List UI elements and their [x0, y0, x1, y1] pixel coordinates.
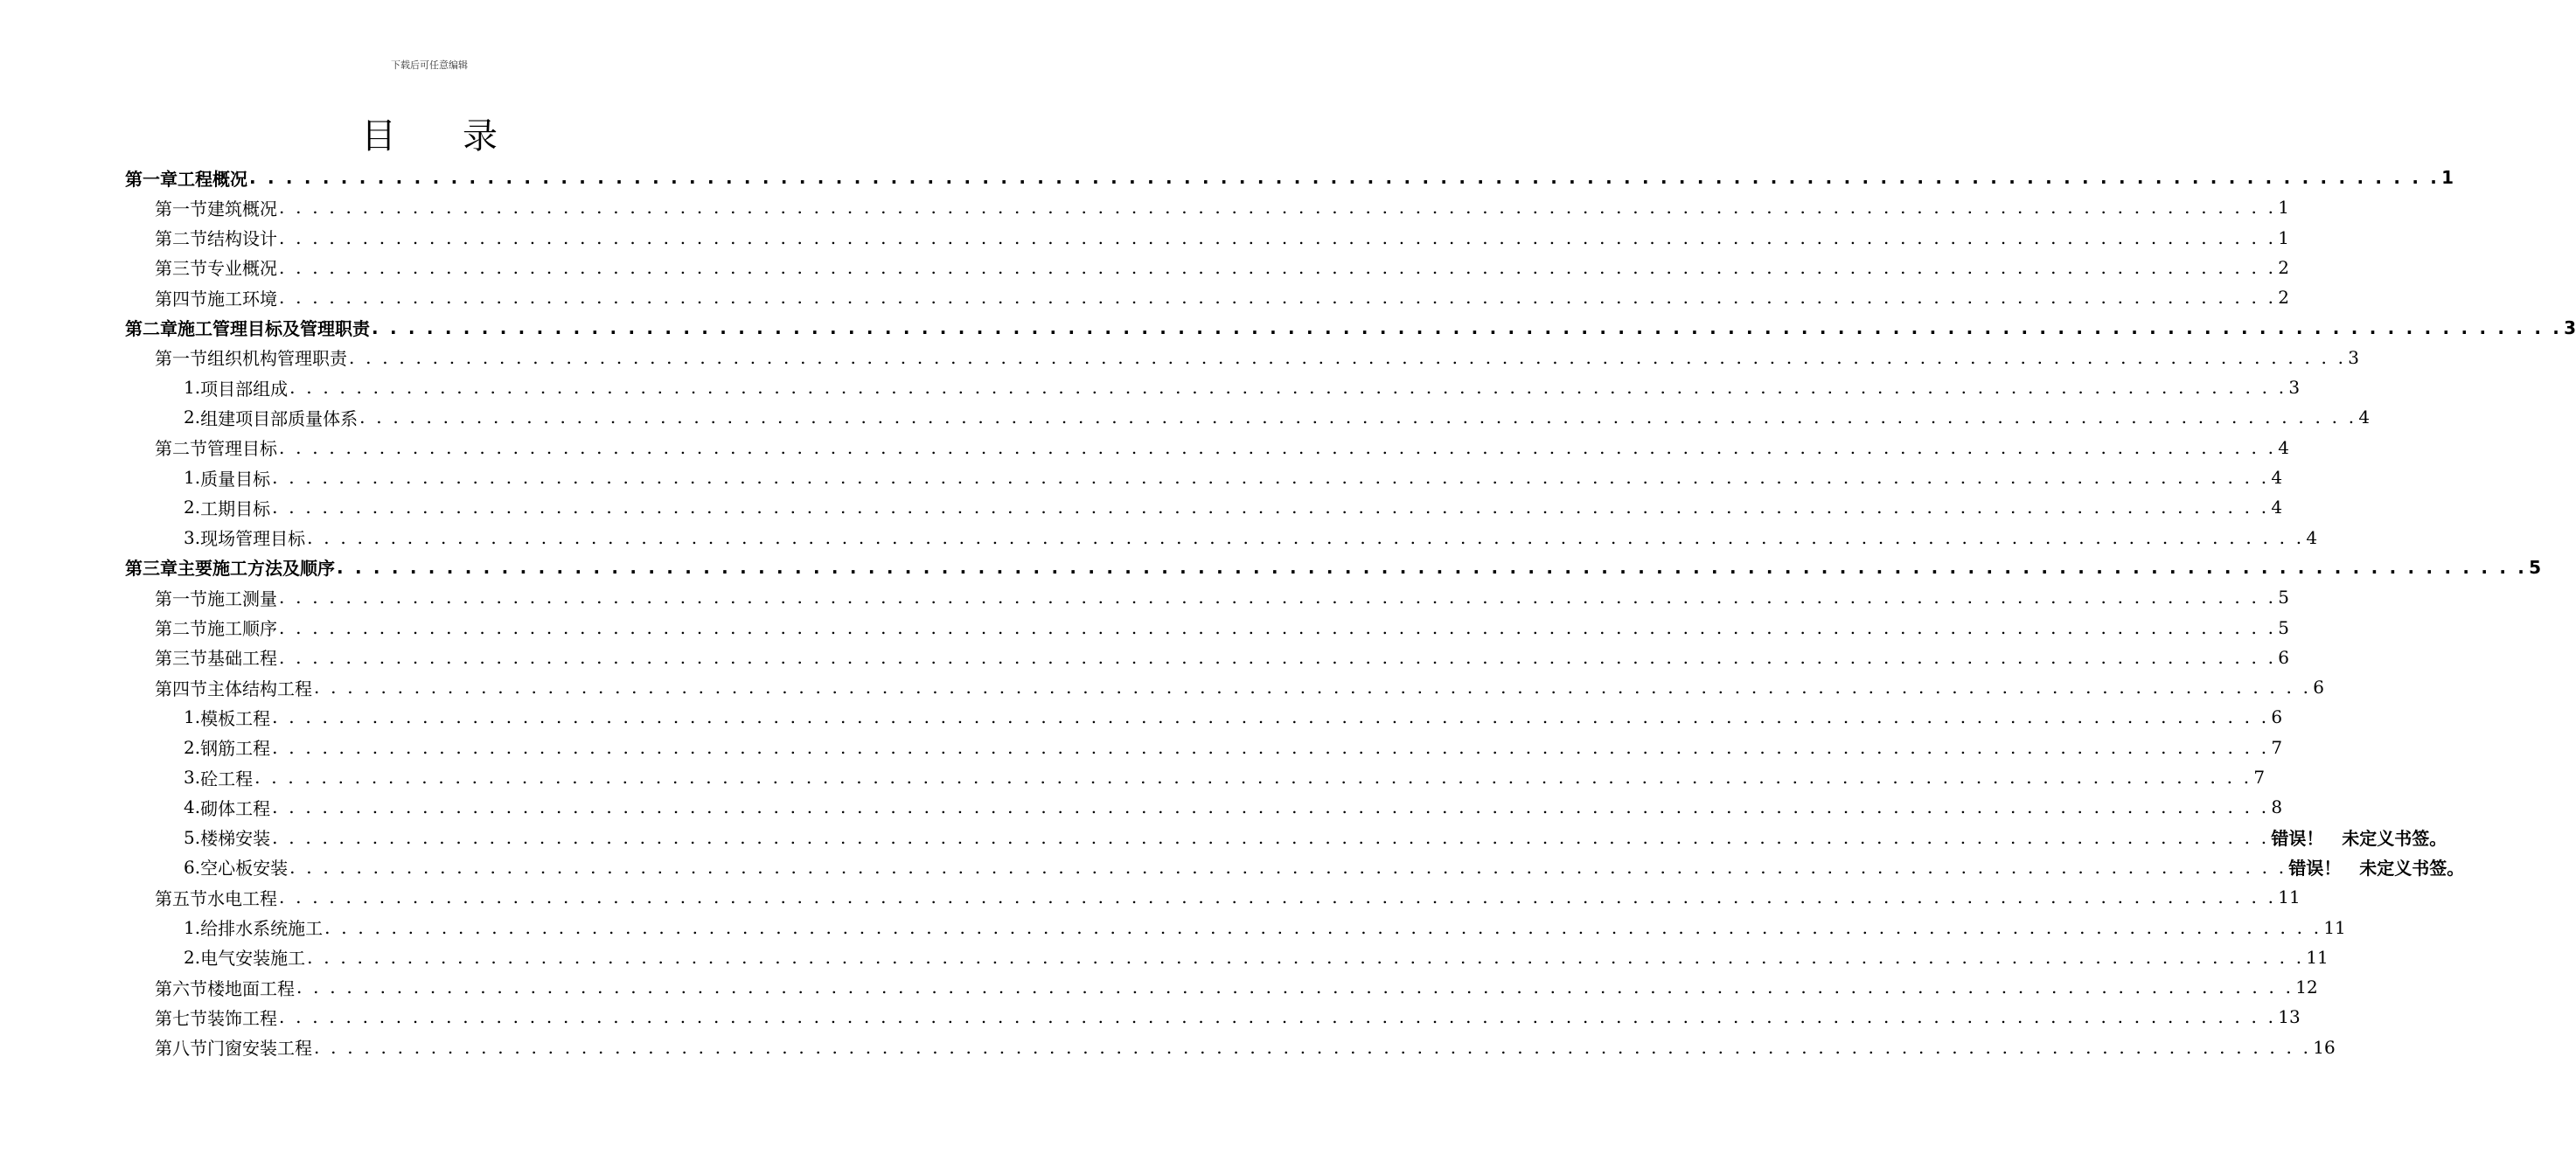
toc-item-entry[interactable] [184, 402, 2371, 432]
toc-dot-leader: . . . . . . . . . . . . . . . . . . . . . . . . . . . . . . . . . . . . . . . . . . . . . . . . . . . . . . . . . . . . . . . . . . . . . . . . . . . . . . . . . . . . . . . . . . . . . . . . . . . . . . . . . . . . . . . . . . . . . . . . [279, 1006, 2277, 1028]
toc-entry-number: 第五节 [155, 887, 207, 909]
toc-page-number: 8 [2271, 796, 2283, 818]
toc-page-number: 1 [2278, 197, 2289, 219]
toc-item-entry[interactable] [184, 733, 2283, 762]
toc-entry-number: 第一节 [155, 198, 207, 219]
toc-entry-number: 1. [184, 377, 201, 399]
toc-page-number: 7 [2271, 736, 2283, 758]
toc-dot-leader: . . . . . . . . . . . . . . . . . . . . . . . . . . . . . . . . . . . . . . . . . . . . . . . . . . . . . . . . . . . . . . . . . . . . . . . . . . . . . . . . . . . . . . . . . . . . . . . . . . . . . . . . . . . . . . . . . . . . . . . . [279, 436, 2277, 458]
toc-entry-title: 砌体工程 [200, 797, 271, 819]
toc-item-entry[interactable] [184, 372, 2301, 402]
toc-entry-number: 1. [184, 706, 201, 728]
toc-entry-title: 工程概况 [178, 168, 247, 190]
toc-entry-title: 组织机构管理职责 [207, 348, 347, 370]
toc-dot-leader: . . . . . . . . . . . . . . . . . . . . . . . . . . . . . . . . . . . . . . . . . . . . . . . . . . . . . . . . . . . . . . . . . . . . . . . . . . . . . . . . . . . . . . . . . . . . . . . . . . . . . . . . . . . . . . . . . . . . . . . . [279, 197, 2277, 219]
toc-entry-title: 基础工程 [207, 648, 277, 670]
toc-item-entry[interactable] [184, 462, 2283, 492]
toc-item-entry[interactable] [184, 942, 2329, 972]
toc-section-entry[interactable] [155, 582, 2289, 612]
toc-page-number: 3 [2564, 316, 2576, 338]
toc-entry-number: 第二节 [155, 618, 207, 639]
toc-entry-number: 3. [184, 526, 201, 548]
toc-entry-title: 钢筋工程 [200, 738, 271, 760]
toc-dot-leader: . . . . . . . . . . . . . . . . . . . . . . . . . . . . . . . . . . . . . . . . . . . . . . . . . . . . . . . . . . . . . . . . . . . . . . . . . . . . . . . . . . . . . . . . . . . . . . . . . . . . . . . . . . . . . . . . . . . . . . . . [296, 977, 2294, 998]
toc-page-number: 4 [2271, 467, 2283, 488]
toc-entry-number: 第三节 [155, 648, 207, 670]
toc-page-number: 4 [2358, 407, 2371, 428]
toc-entry-title: 施工环境 [207, 288, 277, 309]
toc-dot-leader: . . . . . . . . . . . . . . . . . . . . . . . . . . . . . . . . . . . . . . . . . . . . . . . . . . . . . . . . . . . . . . . . . . . . . . . . . . . . . . . . . . . . . . . . . . . . . . . . . . . . . . . . . . . . . . . . . . . . . . . . [272, 467, 2270, 488]
toc-entry-title: 楼地面工程 [207, 977, 295, 999]
toc-entry-number: 第三章 [125, 558, 178, 580]
toc-chapter-entry[interactable] [125, 313, 2576, 343]
toc-dot-leader: . . . . . . . . . . . . . . . . . . . . . . . . . . . . . . . . . . . . . . . . . . . . . . . . . . . . . . . . . . . . . . . . . . . . . . . . . . . . . . . . . . . . . . . . . . . . . . . . . . . . . . . . . . . . . . . . . . . . . . . . [289, 377, 2287, 399]
toc-entry-number: 第一章 [125, 168, 178, 190]
toc-section-entry[interactable] [155, 223, 2289, 253]
toc-entry-title: 楼梯安装 [200, 828, 271, 850]
toc-page-number: 6 [2271, 706, 2283, 728]
toc-dot-leader: . . . . . . . . . . . . . . . . . . . . . . . . . . . . . . . . . . . . . . . . . . . . . . . . . . . . . . . . . . . . . . . . . . . . . . . . . . . . . . . . . . . . . . . . . . . . . . . . . . . . . . . . . . . . . . . . . . . . . . . . [359, 407, 2357, 428]
toc-dot-leader: . . . . . . . . . . . . . . . . . . . . . . . . . . . . . . . . . . . . . . . . . . . . . . . . . . . . . . . . . . . . . . . . . . . . . . . . . . . . . . . . . . . . . . . . . . . . . . . . . . . . . . . . . . . . . . . . . . . . . . . . [254, 767, 2252, 788]
toc-page-number: 11 [2278, 886, 2301, 908]
toc-page-number: 3 [2348, 346, 2359, 368]
toc-page-number: 4 [2278, 436, 2289, 458]
toc-entry-title: 给排水系统施工 [200, 918, 324, 939]
toc-entry-title: 项目部组成 [200, 378, 289, 400]
toc-entry-title: 管理目标 [207, 438, 277, 460]
toc-entry-title: 水电工程 [207, 887, 277, 909]
toc-page-number: 7 [2253, 767, 2266, 788]
toc-dot-leader: . . . . . . . . . . . . . . . . . . . . . . . . . . . . . . . . . . . . . . . . . . . . . . . . . . . . . . . . . . . . . . . . . . . . . . . . . . . . . . . . . . . . . . . . . . . . . . . . . . . . . . . . . . . . . . . . . . . . . . . . [279, 587, 2277, 608]
toc-entry-title: 电气安装施工 [200, 948, 306, 970]
toc-page-number: 3 [2288, 377, 2301, 399]
toc-dot-leader: . . . . . . . . . . . . . . . . . . . . . . . . . . . . . . . . . . . . . . . . . . . . . . . . . . . . . . . . . . . . . . . . . . . . . . . . . . . . . . . . . . . . . . . . . . . . . . . . . . . . . . . . . . . . . . . . . . . . . . . . [272, 706, 2270, 728]
toc-section-entry[interactable] [155, 1002, 2301, 1032]
toc-entry-number: 4. [184, 796, 201, 818]
page-title [0, 108, 859, 158]
toc-entry-number: 2. [184, 946, 201, 968]
toc-entry-number: 第一节 [155, 588, 207, 609]
title-char-2: 录 [463, 116, 498, 156]
toc-section-entry[interactable] [155, 672, 2324, 702]
toc-entry-title: 质量目标 [200, 468, 271, 490]
toc-page-number: 5 [2529, 556, 2542, 578]
toc-dot-leader: . . . . . . . . . . . . . . . . . . . . . . . . . . . . . . . . . . . . . . . . . . . . . . . . . . . . . . . . . . . . . . . . . . . . . . . . . . . . . . . . . . . . . . . . . . . . . . . . . . . . . . . . . . . . . . . . . . . . . . . . [314, 677, 2312, 699]
toc-dot-leader: . . . . . . . . . . . . . . . . . . . . . . . . . . . . . . . . . . . . . . . . . . . . . . . . . . . . . . . . . . . . . . . . . . . . . . . . . . . . . . . . . . . . . . . . . . . . . . . . . . . . . . . . . . . . . . . . . . . . . . . . [307, 526, 2305, 548]
toc-page-number: 11 [2323, 916, 2346, 938]
toc-entry-number: 第二节 [155, 228, 207, 250]
toc-page-number: 16 [2313, 1036, 2336, 1058]
toc-dot-leader: . . . . . . . . . . . . . . . . . . . . . . . . . . . . . . . . . . . . . . . . . . . . . . . . . . . . . . . . . . . . . . . . . . . . . . . . . . . . . . . . . . . . . . . . . . . . . . . . . . . . . . . . . . . . . . . . . . . . . . . . [272, 826, 2270, 848]
toc-entry-number: 2. [184, 407, 201, 428]
toc-entry-title: 主体结构工程 [207, 678, 312, 699]
toc-entry-title: 模板工程 [200, 707, 271, 729]
toc-entry-number: 第六节 [155, 977, 207, 999]
toc-section-entry[interactable] [155, 613, 2289, 643]
toc-dot-leader: . . . . . . . . . . . . . . . . . . . . . . . . . . . . . . . . . . . . . . . . . . . . . . . . . . . . . . . . . . . . . . . . . . . . . . . . . . . . . . . . . . . . . . . . . . . . . . . . . . . . . . . . . . . . . . . . . . . . . . . . [279, 616, 2277, 638]
toc-dot-leader: . . . . . . . . . . . . . . . . . . . . . . . . . . . . . . . . . . . . . . . . . . . . . . . . . . . . . . . . . . . . . . . . . . . . . . . . . . . . . . . . . . . . . . . . . . . . . . . . . . . . . . . . . . . . . . . . . . . . . . . . [289, 856, 2287, 878]
toc-entry-number: 第七节 [155, 1007, 207, 1029]
toc-entry-title: 主要施工方法及顺序 [178, 558, 335, 580]
toc-entry-title: 砼工程 [200, 768, 254, 789]
toc-entry-number: 第三节 [155, 258, 207, 280]
toc-entry-title: 装饰工程 [207, 1007, 277, 1029]
toc-entry-number: 第二节 [155, 438, 207, 460]
toc-entry-title: 现场管理目标 [200, 528, 306, 550]
toc-entry-number: 第八节 [155, 1038, 207, 1060]
toc-dot-leader: . . . . . . . . . . . . . . . . . . . . . . . . . . . . . . . . . . . . . . . . . . . . . . . . . . . . . . . . . . . . . . . . . . . . . . . . . . . . . . . . . . . . . . . . . . . . . . . . . . . . . . . . . . . . . . . . . . . . . . . . [337, 556, 2528, 578]
toc-entry-number: 2. [184, 497, 201, 518]
toc-page-number: 5 [2278, 587, 2289, 608]
toc-item-entry[interactable] [184, 492, 2283, 522]
toc-section-entry[interactable] [155, 972, 2318, 1002]
toc-page-number: 13 [2278, 1006, 2301, 1028]
toc-dot-leader: . . . . . . . . . . . . . . . . . . . . . . . . . . . . . . . . . . . . . . . . . . . . . . . . . . . . . . . . . . . . . . . . . . . . . . . . . . . . . . . . . . . . . . . . . . . . . . . . . . . . . . . . . . . . . . . . . . . . . . . . [279, 646, 2277, 668]
toc-entry-title: 施工测量 [207, 588, 277, 609]
toc-page-number: 6 [2278, 646, 2289, 668]
toc-section-entry[interactable] [155, 1032, 2336, 1062]
title-char-1: 目 [361, 116, 396, 156]
toc-chapter-entry[interactable] [125, 163, 2454, 192]
toc-entry-title: 门窗安装工程 [207, 1038, 312, 1060]
toc-page-number: 6 [2313, 677, 2324, 699]
toc-entry-title: 空心板安装 [200, 858, 289, 880]
toc-entry-title: 专业概况 [207, 258, 277, 280]
toc-item-entry[interactable] [184, 913, 2346, 942]
toc-section-entry[interactable] [155, 643, 2289, 672]
toc-section-entry[interactable] [155, 192, 2289, 222]
toc-entry-title: 施工顺序 [207, 618, 277, 639]
toc-dot-leader: . . . . . . . . . . . . . . . . . . . . . . . . . . . . . . . . . . . . . . . . . . . . . . . . . . . . . . . . . . . . . . . . . . . . . . . . . . . . . . . . . . . . . . . . . . . . . . . . . . . . . . . . . . . . . . . . . . . . . . . . [279, 256, 2277, 278]
toc-entry-number: 3. [184, 767, 201, 788]
toc-item-entry[interactable] [184, 702, 2283, 732]
toc-item-entry[interactable] [184, 852, 2465, 882]
toc-dot-leader: . . . . . . . . . . . . . . . . . . . . . . . . . . . . . . . . . . . . . . . . . . . . . . . . . . . . . . . . . . . . . . . . . . . . . . . . . . . . . . . . . . . . . . . . . . . . . . . . . . . . . . . . . . . . . . . . . . . . . . . . [249, 167, 2440, 188]
toc-page-number: 12 [2295, 977, 2318, 998]
toc-item-entry[interactable] [184, 523, 2318, 553]
toc-error-page: 错误！ 未定义书签。 [2271, 828, 2447, 850]
toc-entry-number: 1. [184, 467, 201, 488]
toc-item-entry[interactable] [184, 792, 2283, 822]
toc-page-number: 4 [2306, 526, 2318, 548]
page-header: 下载后可任意编辑 [391, 59, 468, 71]
toc-section-entry[interactable] [155, 433, 2289, 462]
toc-section-entry[interactable] [155, 343, 2359, 372]
toc-dot-leader: . . . . . . . . . . . . . . . . . . . . . . . . . . . . . . . . . . . . . . . . . . . . . . . . . . . . . . . . . . . . . . . . . . . . . . . . . . . . . . . . . . . . . . . . . . . . . . . . . . . . . . . . . . . . . . . . . . . . . . . . [272, 497, 2270, 518]
toc-entry-number: 第二章 [125, 318, 178, 339]
toc-entry-title: 建筑概况 [207, 198, 277, 219]
toc-section-entry[interactable] [155, 282, 2289, 312]
toc-page-number: 1 [2278, 226, 2289, 248]
toc-page-number: 1 [2441, 167, 2454, 188]
toc-page-number: 5 [2278, 616, 2289, 638]
toc-entry-title: 组建项目部质量体系 [200, 407, 359, 429]
toc-page-number: 2 [2278, 256, 2289, 278]
toc-entry-title: 施工管理目标及管理职责 [178, 318, 370, 339]
toc-error-page: 错误！ 未定义书签。 [2288, 858, 2465, 880]
toc-page-number: 11 [2306, 946, 2329, 968]
toc-dot-leader: . . . . . . . . . . . . . . . . . . . . . . . . . . . . . . . . . . . . . . . . . . . . . . . . . . . . . . . . . . . . . . . . . . . . . . . . . . . . . . . . . . . . . . . . . . . . . . . . . . . . . . . . . . . . . . . . . . . . . . . . [349, 346, 2347, 368]
toc-entry-number: 第一节 [155, 348, 207, 370]
toc-dot-leader: . . . . . . . . . . . . . . . . . . . . . . . . . . . . . . . . . . . . . . . . . . . . . . . . . . . . . . . . . . . . . . . . . . . . . . . . . . . . . . . . . . . . . . . . . . . . . . . . . . . . . . . . . . . . . . . . . . . . . . . . [272, 736, 2270, 758]
toc-entry-number: 1. [184, 916, 201, 938]
toc-section-entry[interactable] [155, 253, 2289, 282]
toc-section-entry[interactable] [155, 882, 2301, 912]
toc-dot-leader: . . . . . . . . . . . . . . . . . . . . . . . . . . . . . . . . . . . . . . . . . . . . . . . . . . . . . . . . . . . . . . . . . . . . . . . . . . . . . . . . . . . . . . . . . . . . . . . . . . . . . . . . . . . . . . . . . . . . . . . . [314, 1036, 2312, 1058]
toc-entry-number: 第四节 [155, 678, 207, 699]
toc-dot-leader: . . . . . . . . . . . . . . . . . . . . . . . . . . . . . . . . . . . . . . . . . . . . . . . . . . . . . . . . . . . . . . . . . . . . . . . . . . . . . . . . . . . . . . . . . . . . . . . . . . . . . . . . . . . . . . . . . . . . . . . . [279, 226, 2277, 248]
toc-dot-leader: . . . . . . . . . . . . . . . . . . . . . . . . . . . . . . . . . . . . . . . . . . . . . . . . . . . . . . . . . . . . . . . . . . . . . . . . . . . . . . . . . . . . . . . . . . . . . . . . . . . . . . . . . . . . . . . . . . . . . . . . [372, 316, 2563, 338]
toc-item-entry[interactable] [184, 762, 2266, 792]
toc-entry-number: 2. [184, 736, 201, 758]
toc-item-entry[interactable] [184, 823, 2447, 852]
toc-entry-number: 第四节 [155, 288, 207, 309]
toc-dot-leader: . . . . . . . . . . . . . . . . . . . . . . . . . . . . . . . . . . . . . . . . . . . . . . . . . . . . . . . . . . . . . . . . . . . . . . . . . . . . . . . . . . . . . . . . . . . . . . . . . . . . . . . . . . . . . . . . . . . . . . . . [324, 916, 2322, 938]
toc-entry-number: 6. [184, 856, 201, 878]
toc-entry-number: 5. [184, 826, 201, 848]
toc-dot-leader: . . . . . . . . . . . . . . . . . . . . . . . . . . . . . . . . . . . . . . . . . . . . . . . . . . . . . . . . . . . . . . . . . . . . . . . . . . . . . . . . . . . . . . . . . . . . . . . . . . . . . . . . . . . . . . . . . . . . . . . . [272, 796, 2270, 818]
toc-entry-title: 结构设计 [207, 228, 277, 250]
toc-dot-leader: . . . . . . . . . . . . . . . . . . . . . . . . . . . . . . . . . . . . . . . . . . . . . . . . . . . . . . . . . . . . . . . . . . . . . . . . . . . . . . . . . . . . . . . . . . . . . . . . . . . . . . . . . . . . . . . . . . . . . . . . [279, 886, 2277, 908]
toc-dot-leader: . . . . . . . . . . . . . . . . . . . . . . . . . . . . . . . . . . . . . . . . . . . . . . . . . . . . . . . . . . . . . . . . . . . . . . . . . . . . . . . . . . . . . . . . . . . . . . . . . . . . . . . . . . . . . . . . . . . . . . . . [279, 287, 2277, 309]
toc-page-number: 4 [2271, 497, 2283, 518]
toc-page-number: 2 [2278, 287, 2289, 309]
toc-entry-title: 工期目标 [200, 497, 271, 519]
toc-chapter-entry[interactable] [125, 553, 2542, 582]
toc-dot-leader: . . . . . . . . . . . . . . . . . . . . . . . . . . . . . . . . . . . . . . . . . . . . . . . . . . . . . . . . . . . . . . . . . . . . . . . . . . . . . . . . . . . . . . . . . . . . . . . . . . . . . . . . . . . . . . . . . . . . . . . . [307, 946, 2305, 968]
